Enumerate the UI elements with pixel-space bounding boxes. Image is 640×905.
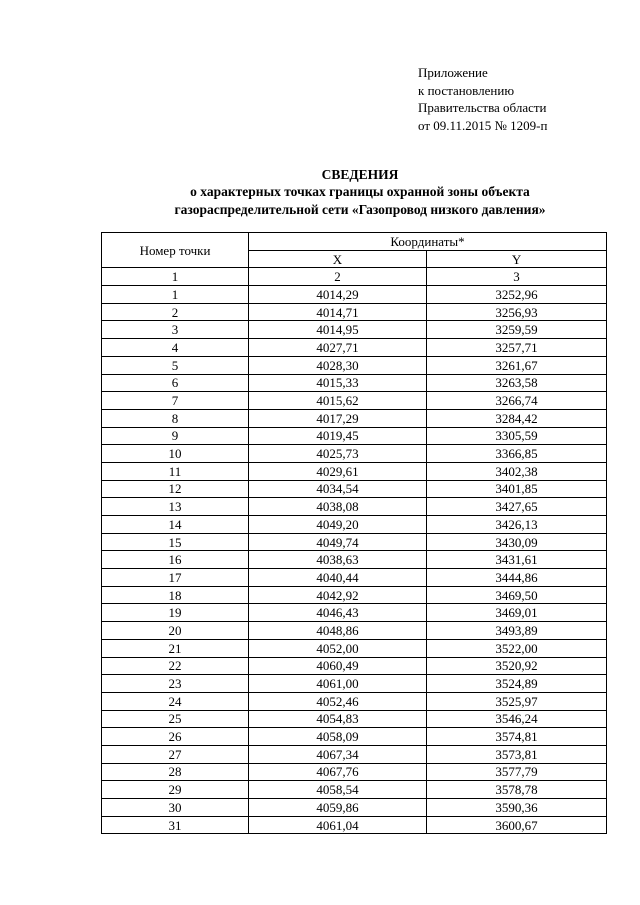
y-coordinate-cell: 3469,50 [427,586,607,604]
x-coordinate-cell: 4038,63 [249,551,427,569]
x-coordinate-cell: 4034,54 [249,480,427,498]
table-row [102,480,607,498]
table-row [102,339,607,357]
point-number-cell: 4 [102,339,249,357]
y-coordinate-cell: 3284,42 [427,409,607,427]
point-number-cell: 25 [102,710,249,728]
x-coordinate-cell: 4061,00 [249,675,427,693]
x-coordinate-cell: 4054,83 [249,710,427,728]
x-coordinate-cell: 4019,45 [249,427,427,445]
point-number-cell: 21 [102,639,249,657]
y-coordinate-cell: 3546,24 [427,710,607,728]
point-number-cell: 20 [102,622,249,640]
table-row [102,675,607,693]
y-coordinate-cell: 3600,67 [427,816,607,834]
x-coordinate-cell: 4061,04 [249,816,427,834]
table-row [102,427,607,445]
point-number-cell: 10 [102,445,249,463]
y-coordinate-cell: 3430,09 [427,533,607,551]
x-coordinate-cell: 4048,86 [249,622,427,640]
point-number-cell: 22 [102,657,249,675]
y-coordinate-cell: 3402,38 [427,462,607,480]
point-number-cell: 26 [102,728,249,746]
x-coordinate-cell: 4014,95 [249,321,427,339]
table-row [102,551,607,569]
table-row [102,799,607,817]
y-coordinate-cell: 3578,78 [427,781,607,799]
point-number-cell: 30 [102,799,249,817]
point-number-cell: 29 [102,781,249,799]
point-number-cell: 27 [102,745,249,763]
x-coordinate-cell: 4052,00 [249,639,427,657]
table-row [102,286,607,304]
x-coordinate-cell: 4017,29 [249,409,427,427]
y-coordinate-cell: 3493,89 [427,622,607,640]
point-number-cell: 17 [102,569,249,587]
x-coordinate-cell: 4029,61 [249,462,427,480]
table-row [102,657,607,675]
table-row [102,639,607,657]
y-coordinate-cell: 3444,86 [427,569,607,587]
table-row [102,498,607,516]
point-number-cell: 13 [102,498,249,516]
point-number-cell: 19 [102,604,249,622]
x-coordinate-cell: 4046,43 [249,604,427,622]
appendix-line: Приложение [418,65,488,80]
document-subtitle: газораспределительной сети «Газопровод низкого давления» [174,202,546,217]
table-row [102,745,607,763]
x-coordinate-cell: 4052,46 [249,692,427,710]
x-coordinate-cell: 4049,20 [249,516,427,534]
y-coordinate-cell: 3574,81 [427,728,607,746]
point-number-cell: 31 [102,816,249,834]
y-coordinate-cell: 3573,81 [427,745,607,763]
x-coordinate-cell: 4038,08 [249,498,427,516]
x-coordinate-cell: 4058,54 [249,781,427,799]
point-number-cell: 12 [102,480,249,498]
point-number-cell: 8 [102,409,249,427]
column-number: 2 [249,268,427,286]
table-row [102,462,607,480]
header-y: Y [427,250,607,268]
table-row [102,710,607,728]
point-number-cell: 18 [102,586,249,604]
y-coordinate-cell: 3305,59 [427,427,607,445]
table-row [102,533,607,551]
table-row [102,763,607,781]
point-number-cell: 2 [102,303,249,321]
point-number-cell: 11 [102,462,249,480]
point-number-cell: 3 [102,321,249,339]
y-coordinate-cell: 3469,01 [427,604,607,622]
table-row [102,374,607,392]
y-coordinate-cell: 3590,36 [427,799,607,817]
table-row [102,816,607,834]
y-coordinate-cell: 3261,67 [427,356,607,374]
table-row [102,781,607,799]
x-coordinate-cell: 4049,74 [249,533,427,551]
y-coordinate-cell: 3401,85 [427,480,607,498]
x-coordinate-cell: 4060,49 [249,657,427,675]
y-coordinate-cell: 3525,97 [427,692,607,710]
y-coordinate-cell: 3522,00 [427,639,607,657]
point-number-cell: 5 [102,356,249,374]
x-coordinate-cell: 4015,33 [249,374,427,392]
point-number-cell: 23 [102,675,249,693]
y-coordinate-cell: 3426,13 [427,516,607,534]
table-row [102,321,607,339]
x-coordinate-cell: 4014,71 [249,303,427,321]
header-point-number: Номер точки [102,233,249,268]
column-number: 3 [427,268,607,286]
header-coordinates: Координаты* [249,233,607,251]
appendix-line: от 09.11.2015 № 1209-п [418,117,548,133]
y-coordinate-cell: 3366,85 [427,445,607,463]
appendix-block [418,64,547,134]
table-row [102,392,607,410]
point-number-cell: 14 [102,516,249,534]
table-row [102,622,607,640]
x-coordinate-cell: 4027,71 [249,339,427,357]
x-coordinate-cell: 4025,73 [249,445,427,463]
y-coordinate-cell: 3577,79 [427,763,607,781]
point-number-cell: 16 [102,551,249,569]
appendix-line: к постановлению [418,82,515,98]
table-row [102,516,607,534]
appendix-line: Правительства области [418,100,547,115]
x-coordinate-cell: 4014,29 [249,286,427,304]
y-coordinate-cell: 3524,89 [427,675,607,693]
header-x: X [249,250,427,268]
table-body [102,286,607,834]
y-coordinate-cell: 3520,92 [427,657,607,675]
point-number-cell: 28 [102,763,249,781]
x-coordinate-cell: 4015,62 [249,392,427,410]
table-row [102,604,607,622]
y-coordinate-cell: 3252,96 [427,286,607,304]
document-title: СВЕДЕНИЯ [321,167,399,182]
y-coordinate-cell: 3431,61 [427,551,607,569]
table-row [102,303,607,321]
x-coordinate-cell: 4058,09 [249,728,427,746]
table-row [102,692,607,710]
table-row [102,728,607,746]
y-coordinate-cell: 3427,65 [427,498,607,516]
y-coordinate-cell: 3257,71 [427,339,607,357]
table-row [102,356,607,374]
point-number-cell: 6 [102,374,249,392]
point-number-cell: 7 [102,392,249,410]
table-row [102,569,607,587]
x-coordinate-cell: 4067,76 [249,763,427,781]
table-row [102,409,607,427]
table-row [102,445,607,463]
x-coordinate-cell: 4059,86 [249,799,427,817]
x-coordinate-cell: 4040,44 [249,569,427,587]
y-coordinate-cell: 3266,74 [427,392,607,410]
point-number-cell: 15 [102,533,249,551]
table-row [102,586,607,604]
column-number: 1 [102,268,249,286]
point-number-cell: 24 [102,692,249,710]
point-number-cell: 1 [102,286,249,304]
y-coordinate-cell: 3256,93 [427,303,607,321]
x-coordinate-cell: 4067,34 [249,745,427,763]
x-coordinate-cell: 4028,30 [249,356,427,374]
document-subtitle: о характерных точках границы охранной зоны объекта [190,184,530,199]
y-coordinate-cell: 3263,58 [427,374,607,392]
y-coordinate-cell: 3259,59 [427,321,607,339]
coordinates-table [101,232,607,834]
point-number-cell: 9 [102,427,249,445]
x-coordinate-cell: 4042,92 [249,586,427,604]
